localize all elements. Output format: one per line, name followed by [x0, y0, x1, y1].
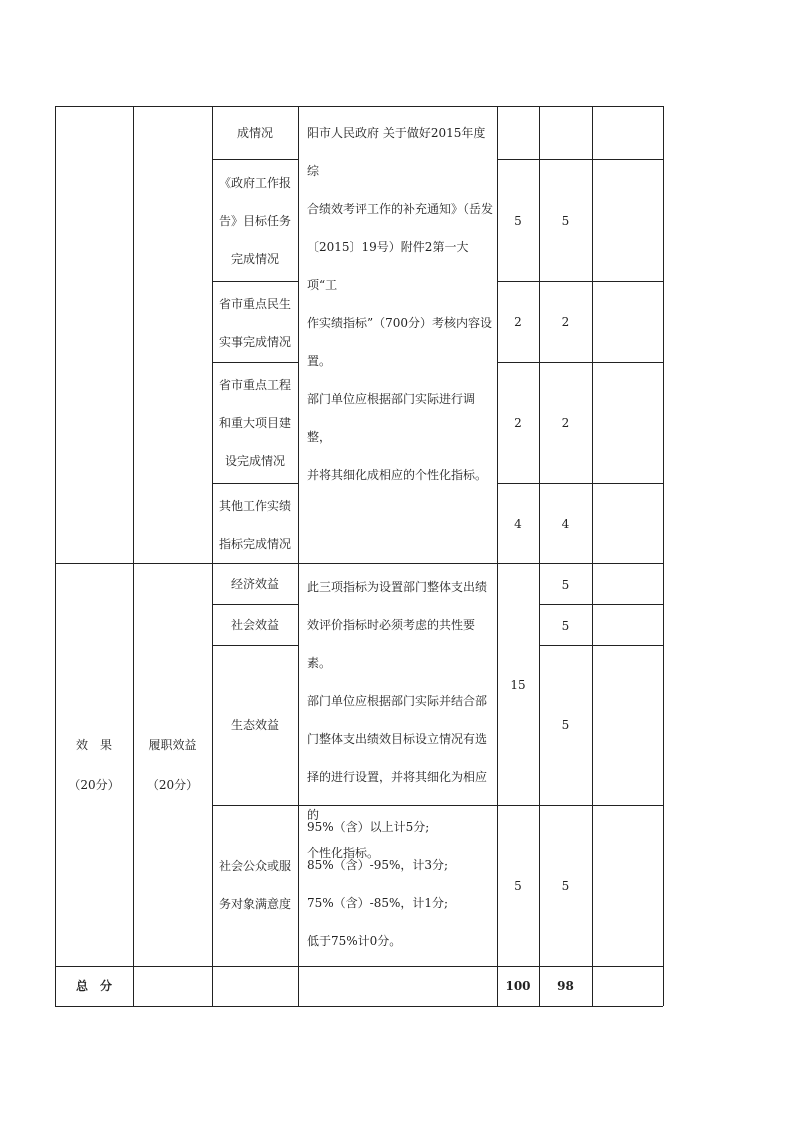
column-divider: [298, 106, 299, 1006]
indicator-cell: 社会效益: [230, 618, 279, 632]
indicator-cell-line: 社会公众或服: [218, 859, 291, 873]
score-cell: 5: [561, 214, 570, 228]
description-cell: [307, 114, 495, 494]
description-line: 此三项指标为设置部门整体支出绩: [307, 580, 488, 594]
description-line: 置。: [307, 354, 332, 368]
table-border-left: [55, 106, 56, 1006]
row-divider: [212, 159, 298, 160]
score-cell: 4: [514, 517, 522, 531]
row-divider: [212, 645, 298, 646]
description-line: 择的进行设置，并将其细化为相应的: [307, 770, 488, 822]
criteria-line: 低于75%计0分。: [307, 934, 402, 948]
indicator-cell-line: 省市重点工程: [218, 378, 291, 392]
criteria-cell: [307, 808, 495, 960]
category-score: （20分）: [68, 778, 120, 792]
description-line: 部门单位应根据部门实际进行调整，: [307, 392, 476, 444]
indicator-cell-line: 《政府工作报: [218, 176, 291, 190]
indicator-cell-line: 完成情况: [230, 252, 279, 266]
table-border-right: [663, 106, 664, 1006]
row-divider: [497, 362, 663, 363]
row-divider: [212, 483, 298, 484]
score-cell: 2: [561, 416, 570, 430]
row-divider: [539, 645, 663, 646]
subcategory-cell: 履职效益: [148, 738, 197, 752]
score-cell: 5: [561, 718, 570, 732]
description-line: 合绩效考评工作的补充通知》（岳发: [307, 202, 494, 216]
column-divider: [133, 106, 134, 1006]
score-cell: 5: [514, 879, 522, 893]
description-line: 个性化指标。: [307, 846, 380, 860]
score-cell: 2: [561, 315, 570, 329]
column-divider: [539, 106, 540, 1006]
score-cell: 4: [561, 517, 570, 531]
score-cell: 5: [561, 578, 570, 592]
description-line: 〔2015〕19号）附件2第一大项“工: [307, 240, 469, 292]
indicator-cell-line: 省市重点民生: [218, 297, 291, 311]
indicator-cell: 经济效益: [230, 577, 279, 591]
row-divider: [212, 281, 298, 282]
row-divider: [497, 281, 663, 282]
indicator-cell-line: 告》目标任务: [218, 214, 291, 228]
score-cell: 5: [561, 619, 570, 633]
indicator-cell: 成情况: [236, 126, 273, 140]
row-divider: [55, 563, 663, 564]
total-label: 总 分: [75, 979, 112, 993]
description-line: 并将其细化成相应的个性化指标。: [307, 468, 488, 482]
score-cell: 5: [561, 879, 570, 893]
indicator-cell: 生态效益: [230, 718, 279, 732]
description-line: 门整体支出绩效目标设立情况有选: [307, 732, 488, 746]
indicator-cell-line: 实事完成情况: [218, 335, 291, 349]
table-border-top: [55, 106, 663, 107]
indicator-cell-line: 其他工作实绩: [218, 499, 291, 513]
row-divider: [212, 604, 298, 605]
indicator-cell-line: 指标完成情况: [218, 537, 291, 551]
description-line: 效评价指标时必须考虑的共性要素。: [307, 618, 476, 670]
subcategory-score: （20分）: [146, 778, 199, 792]
row-divider: [55, 966, 663, 967]
score-cell: 5: [514, 214, 522, 228]
description-line: 阳市人民政府 关于做好2015年度综: [307, 126, 486, 178]
group-score-cell: 15: [510, 678, 526, 692]
indicator-cell-line: 和重大项目建: [218, 416, 291, 430]
criteria-line: 85%（含）-95%，计3分;: [307, 858, 449, 872]
criteria-line: 75%（含）-85%，计1分;: [307, 896, 449, 910]
total-score: 98: [557, 979, 574, 993]
total-score: 100: [505, 979, 531, 993]
column-divider: [497, 106, 498, 1006]
column-divider: [592, 106, 593, 1006]
score-cell: 2: [514, 416, 522, 430]
table-border-bottom: [55, 1006, 663, 1007]
row-divider: [539, 604, 663, 605]
row-divider: [497, 159, 663, 160]
indicator-cell-line: 设完成情况: [224, 454, 285, 468]
description-line: 部门单位应根据部门实际并结合部: [307, 694, 488, 708]
category-cell: 效 果: [75, 738, 112, 752]
row-divider: [497, 483, 663, 484]
criteria-line: 95%（含）以上计5分;: [307, 820, 430, 834]
score-cell: 2: [514, 315, 522, 329]
indicator-cell-line: 务对象满意度: [218, 897, 291, 911]
description-line: 作实绩指标”（700分）考核内容设: [307, 316, 493, 330]
row-divider: [212, 362, 298, 363]
